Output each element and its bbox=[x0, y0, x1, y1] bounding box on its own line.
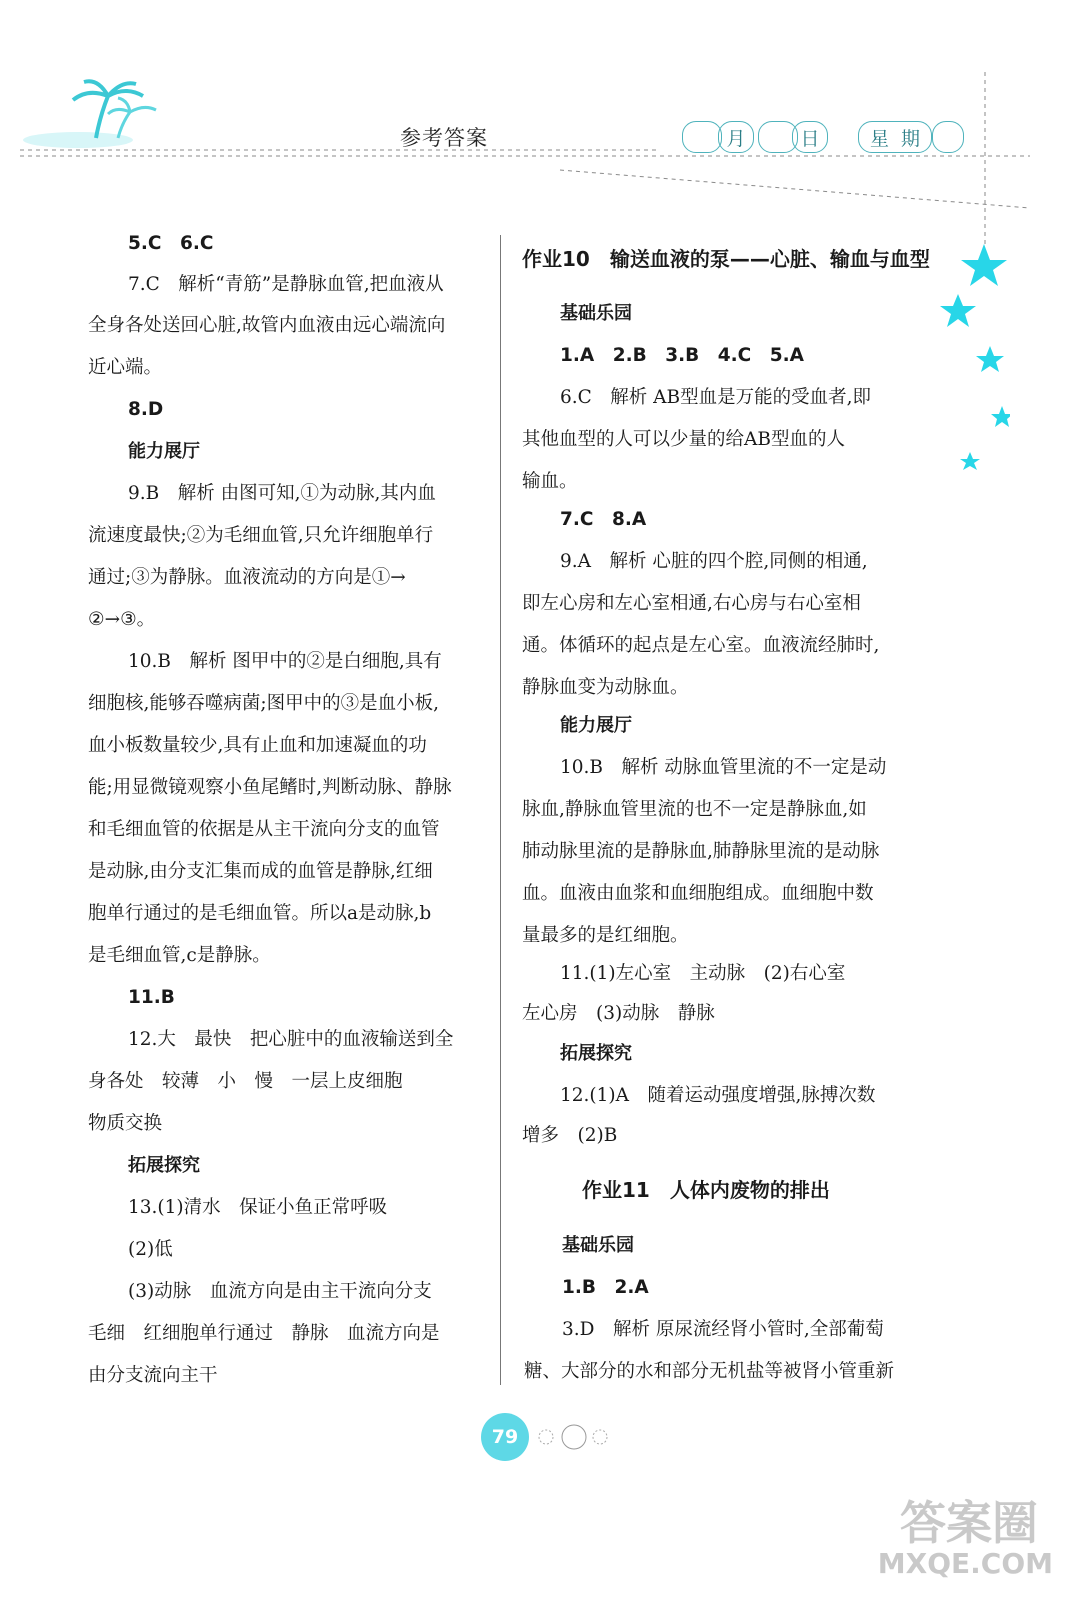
answer-line: 身各处 较薄 小 慢 一层上皮细胞 bbox=[88, 1071, 403, 1092]
answer-line: 糖、大部分的水和部分无机盐等被肾小管重新 bbox=[524, 1361, 895, 1382]
answer-line: 输血。 bbox=[522, 471, 578, 492]
answer-line: 量最多的是红细胞。 bbox=[522, 925, 689, 946]
assignment-title: 作业10 输送血液的泵——心脏、输血与血型 bbox=[522, 247, 930, 271]
date-day-label: 日 bbox=[800, 127, 820, 150]
page-number-decoration bbox=[530, 1420, 610, 1454]
answer-line: 12.(1)A 随着运动强度增强,脉搏次数 bbox=[560, 1085, 876, 1106]
answer-line: 增多 (2)B bbox=[522, 1125, 618, 1146]
page-title: 参考答案 bbox=[400, 126, 488, 150]
answer-line: 8.D bbox=[128, 399, 164, 420]
answer-line: 流速度最快;②为毛细血管,只允许细胞单行 bbox=[88, 525, 434, 546]
weekday-label-2: 期 bbox=[901, 127, 921, 150]
section-heading: 能力展厅 bbox=[128, 441, 200, 462]
answer-line: 由分支流向主干 bbox=[88, 1365, 218, 1386]
answer-line: 1.B 2.A bbox=[562, 1277, 649, 1298]
answer-line: 其他血型的人可以少量的给AB型血的人 bbox=[522, 429, 845, 450]
answer-line: 13.(1)清水 保证小鱼正常呼吸 bbox=[128, 1197, 388, 1218]
answer-line: 全身各处送回心脏,故管内血液由远心端流向 bbox=[88, 315, 446, 336]
weekday-label-1: 星 bbox=[869, 127, 889, 150]
answer-line: 是毛细血管,c是静脉。 bbox=[88, 945, 271, 966]
answer-line: 5.C 6.C bbox=[128, 233, 214, 254]
answer-line: 静脉血变为动脉血。 bbox=[522, 677, 689, 698]
answer-line: 7.C 解析“青筋”是静脉血管,把血液从 bbox=[128, 274, 444, 295]
section-heading: 基础乐园 bbox=[560, 303, 632, 324]
answer-line: 血。血液由血浆和血细胞组成。血细胞中数 bbox=[522, 883, 874, 904]
answer-line: 7.C 8.A bbox=[560, 509, 647, 530]
section-heading: 能力展厅 bbox=[560, 715, 632, 736]
date-month-label: 月 bbox=[726, 127, 746, 150]
answer-line: 通过;③为静脉。血液流动的方向是①→ bbox=[88, 567, 406, 588]
answer-line: 10.B 解析 动脉血管里流的不一定是动 bbox=[560, 757, 887, 778]
answer-line: 11.(1)左心室 主动脉 (2)右心室 bbox=[560, 963, 846, 984]
answer-line: 通。体循环的起点是左心室。血液流经肺时, bbox=[522, 635, 880, 656]
answer-line: 9.A 解析 心脏的四个腔,同侧的相通, bbox=[560, 551, 868, 572]
answer-line: 胞单行通过的是毛细血管。所以a是动脉,b bbox=[88, 903, 432, 924]
answer-line: 细胞核,能够吞噬病菌;图甲中的③是血小板, bbox=[88, 693, 439, 714]
answer-line: 即左心房和左心室相通,右心房与右心室相 bbox=[522, 593, 861, 614]
watermark bbox=[868, 1498, 1053, 1580]
assignment-title: 作业11 人体内废物的排出 bbox=[582, 1178, 830, 1202]
answer-line: 12.大 最快 把心脏中的血液输送到全 bbox=[128, 1029, 454, 1050]
answer-line: 肺动脉里流的是静脉血,肺静脉里流的是动脉 bbox=[522, 841, 880, 862]
answer-line: 6.C 解析 AB型血是万能的受血者,即 bbox=[560, 387, 872, 408]
answer-line: 脉血,静脉血管里流的也不一定是静脉血,如 bbox=[522, 799, 867, 820]
answer-line: 毛细 红细胞单行通过 静脉 血流方向是 bbox=[88, 1323, 440, 1344]
watermark-url: MXQE.COM bbox=[877, 1547, 1053, 1580]
page-number: 79 bbox=[481, 1413, 529, 1461]
answer-line: 左心房 (3)动脉 静脉 bbox=[522, 1003, 715, 1024]
answer-line: 能;用显微镜观察小鱼尾鳍时,判断动脉、静脉 bbox=[88, 777, 452, 798]
answer-line: (3)动脉 血流方向是由主干流向分支 bbox=[128, 1281, 432, 1302]
answer-line: 3.D 解析 原尿流经肾小管时,全部葡萄 bbox=[562, 1319, 884, 1340]
watermark-logo-text: 答案圈 bbox=[900, 1496, 1038, 1550]
answer-line: 血小板数量较少,具有止血和加速凝血的功 bbox=[88, 735, 427, 756]
answer-line: 11.B bbox=[128, 987, 175, 1008]
answer-line: 是动脉,由分支汇集而成的血管是静脉,红细 bbox=[88, 861, 433, 882]
answer-line: 近心端。 bbox=[88, 357, 163, 378]
answer-line: 和毛细血管的依据是从主干流向分支的血管 bbox=[88, 819, 440, 840]
answer-line: 9.B 解析 由图可知,①为动脉,其内血 bbox=[128, 483, 436, 504]
answer-line: (2)低 bbox=[128, 1239, 173, 1260]
answer-line: 1.A 2.B 3.B 4.C 5.A bbox=[560, 345, 804, 366]
answer-line: 物质交换 bbox=[88, 1113, 163, 1134]
answer-line: ②→③。 bbox=[88, 609, 156, 630]
answer-line: 10.B 解析 图甲中的②是白细胞,具有 bbox=[128, 651, 442, 672]
section-heading: 拓展探究 bbox=[560, 1043, 632, 1064]
section-heading: 基础乐园 bbox=[562, 1235, 634, 1256]
section-heading: 拓展探究 bbox=[128, 1155, 200, 1176]
